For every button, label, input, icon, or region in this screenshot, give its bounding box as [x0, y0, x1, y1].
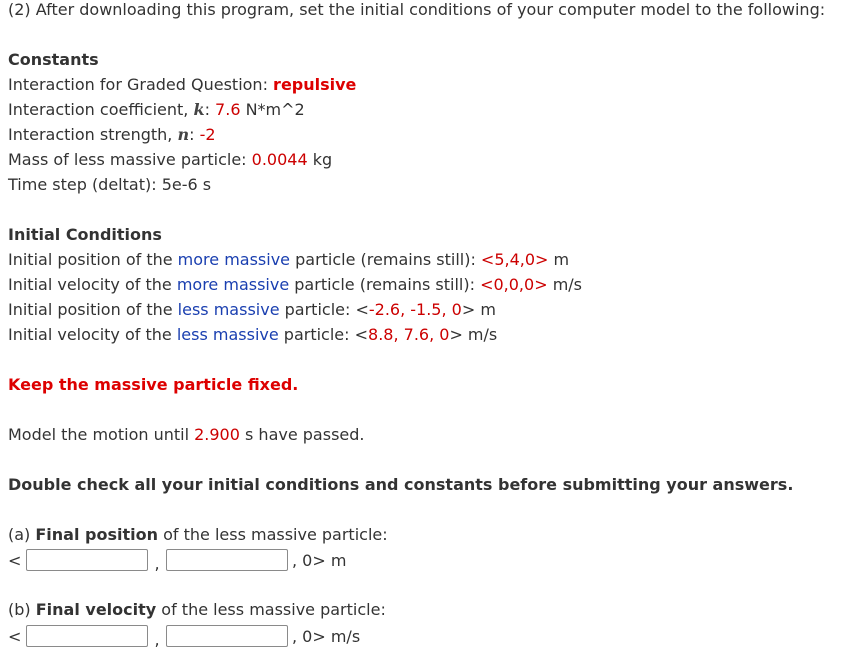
more-massive-link: more massive	[177, 250, 291, 269]
interaction-type-label: Interaction for Graded Question:	[8, 75, 274, 94]
intro-text: (2) After downloading this program, set the initial conditions of your computer model to the following:	[8, 0, 826, 19]
line-text: particle (remains still):	[289, 275, 481, 294]
mass-unit: kg	[307, 150, 333, 169]
strength-symbol: n	[177, 125, 190, 144]
strength-value: -2	[199, 125, 216, 144]
part-a-answer-row	[8, 547, 346, 573]
part-b-question	[8, 600, 386, 620]
coefficient-value: 7.6	[215, 100, 241, 119]
mass-line	[8, 150, 332, 170]
constants-heading: Constants	[8, 50, 99, 69]
mass-value: 0.0044	[251, 150, 308, 169]
interaction-type-value: repulsive	[273, 75, 357, 94]
open-bracket: <	[8, 626, 22, 646]
initial-conditions-heading: Initial Conditions	[8, 225, 162, 244]
unit-text: m/s	[547, 275, 583, 294]
line-text: Model the motion until	[8, 425, 195, 444]
initial-position-massive-value: <5,4,0>	[480, 250, 549, 269]
part-b-tail: , 0> m/s	[292, 626, 361, 646]
final-position-x-input[interactable]	[26, 549, 148, 571]
line-text: particle: <	[279, 300, 369, 319]
interaction-type-line	[8, 75, 356, 95]
part-label: (b)	[8, 600, 36, 619]
initial-position-less-massive-line	[8, 300, 496, 320]
unit-text: > m/s	[449, 325, 498, 344]
separator: ,	[154, 553, 160, 573]
initial-position-massive-line	[8, 250, 569, 270]
timestep-line: Time step (deltat): 5e-6 s	[8, 175, 212, 194]
less-massive-link: less massive	[177, 300, 280, 319]
double-check-note: Double check all your initial conditions and constants before submitting your answers.	[8, 475, 794, 494]
final-velocity-x-input[interactable]	[26, 625, 148, 647]
line-text: of the less massive particle:	[156, 600, 386, 619]
final-position-y-input[interactable]	[166, 549, 288, 571]
separator: ,	[154, 629, 160, 649]
warning-text: Keep the massive particle fixed.	[8, 375, 299, 394]
line-text: s have passed.	[239, 425, 365, 444]
interaction-strength-line	[8, 125, 216, 145]
part-b-bold: Final velocity	[35, 600, 157, 619]
initial-velocity-less-massive-line	[8, 325, 497, 345]
part-b-answer-row	[8, 623, 360, 649]
model-duration-line	[8, 425, 365, 445]
line-text: Initial position of the	[8, 250, 178, 269]
line-text: particle (remains still):	[290, 250, 481, 269]
strength-colon: :	[189, 125, 200, 144]
line-text: particle: <	[278, 325, 369, 344]
initial-velocity-massive-line	[8, 275, 582, 295]
unit-text: m	[548, 250, 570, 269]
initial-position-less-massive-value: -2.6, -1.5, 0	[368, 300, 462, 319]
part-a-bold: Final position	[35, 525, 158, 544]
mass-label: Mass of less massive particle:	[8, 150, 252, 169]
initial-velocity-massive-value: <0,0,0>	[480, 275, 548, 294]
coefficient-colon: :	[204, 100, 216, 119]
part-label: (a)	[8, 525, 36, 544]
strength-label: Interaction strength,	[8, 125, 178, 144]
coefficient-unit: N*m^2	[240, 100, 305, 119]
more-massive-link: more massive	[176, 275, 290, 294]
less-massive-link: less massive	[176, 325, 279, 344]
part-a-question	[8, 525, 388, 545]
line-text: Initial velocity of the	[8, 325, 177, 344]
open-bracket: <	[8, 550, 22, 570]
initial-velocity-less-massive-value: 8.8, 7.6, 0	[368, 325, 450, 344]
line-text: of the less massive particle:	[158, 525, 388, 544]
part-a-tail: , 0> m	[292, 550, 347, 570]
line-text: Initial velocity of the	[8, 275, 177, 294]
model-duration-value: 2.900	[194, 425, 240, 444]
final-velocity-y-input[interactable]	[166, 625, 288, 647]
coefficient-label: Interaction coefficient,	[8, 100, 194, 119]
coefficient-symbol: k	[193, 100, 205, 119]
unit-text: > m	[461, 300, 496, 319]
interaction-coefficient-line	[8, 100, 305, 120]
line-text: Initial position of the	[8, 300, 178, 319]
